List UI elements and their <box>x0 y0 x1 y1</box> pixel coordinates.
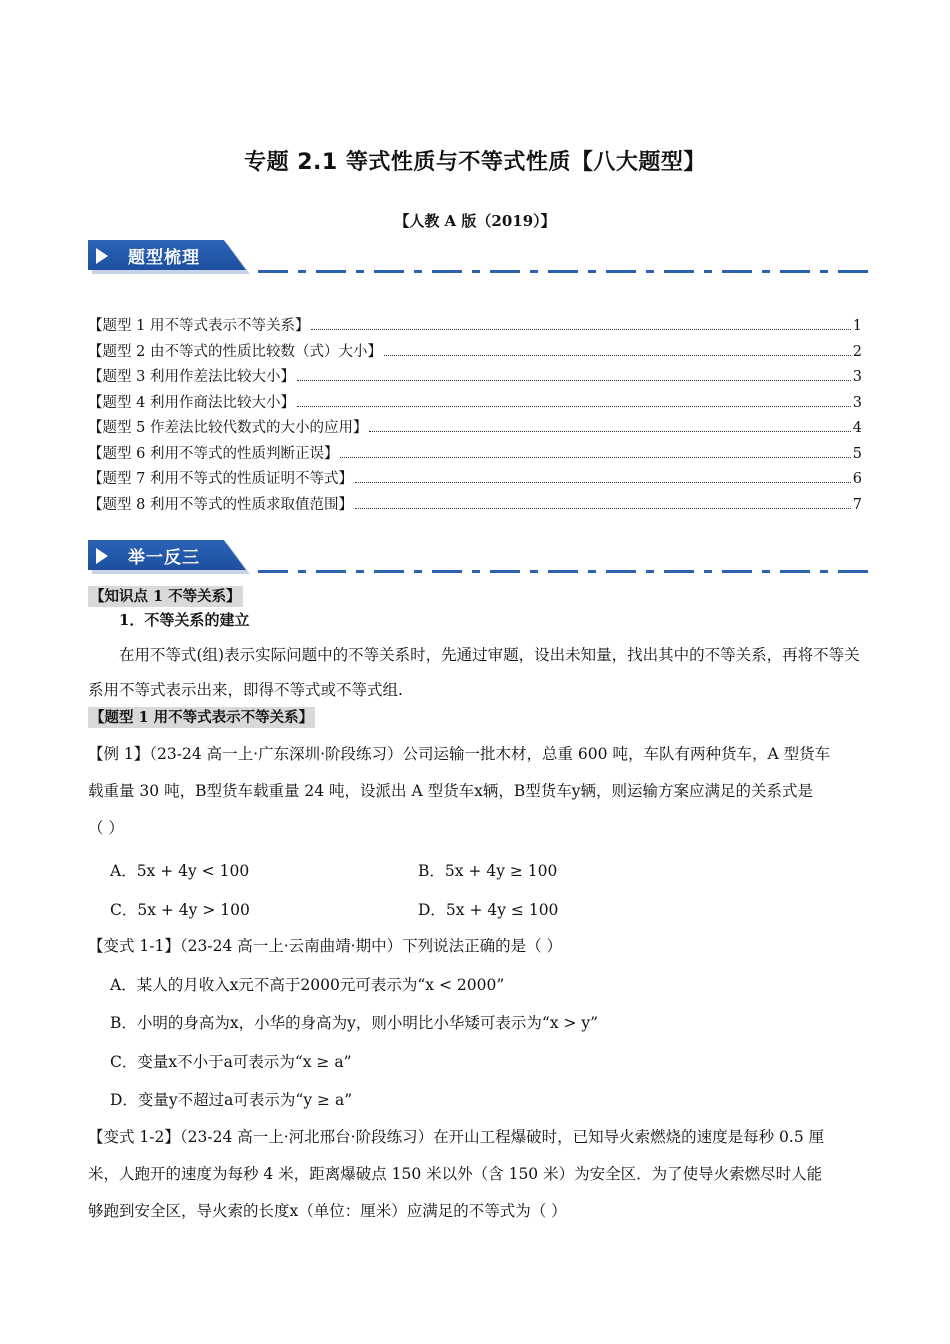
variant-1-2 <box>88 1119 868 1230</box>
play-arrow-icon <box>96 548 108 564</box>
option-d: D．变量y不超过a可表示为“y ≥ a” <box>110 1091 353 1109</box>
page-title: 专题 2.1 等式性质与不等式性质【八大题型】 <box>244 150 706 175</box>
toc-entry[interactable]: 【题型 5 作差法比较代数式的大小的应用】 4 <box>88 414 862 440</box>
toc-entry[interactable]: 【题型 7 利用不等式的性质证明不等式】 6 <box>88 465 862 491</box>
knowledge-paragraph: 在用不等式(组)表示实际问题中的不等关系时，先通过审题，设出未知量，找出其中的不等关系，再将不等关系用不等式表示出来，即得不等式或不等式组. <box>88 646 860 699</box>
toc-entry[interactable]: 【题型 1 用不等式表示不等关系】 1 <box>88 312 862 338</box>
option-a: A．5x + 4y < 100 <box>110 862 250 880</box>
play-arrow-icon <box>96 248 108 264</box>
dash-divider <box>258 270 868 273</box>
page-subtitle: 【人教 A 版（2019）】 <box>394 212 556 230</box>
banner-label: 举一反三 <box>128 548 200 568</box>
toc-entry[interactable]: 【题型 6 利用不等式的性质判断正误】 5 <box>88 440 862 466</box>
example-line: （ ） <box>88 819 124 837</box>
section-banner-toc <box>88 240 868 276</box>
toc-entry[interactable]: 【题型 2 由不等式的性质比较数（式）大小】 2 <box>88 338 862 364</box>
knowledge-tag: 【知识点 1 不等关系】 <box>90 588 241 605</box>
banner-label: 题型梳理 <box>128 248 200 268</box>
section-banner-practice <box>88 540 868 576</box>
option-a: A．某人的月收入x元不高于2000元可表示为“x < 2000” <box>110 976 505 994</box>
variant-line: 够跑到安全区，导火索的长度x（单位：厘米）应满足的不等式为（ ） <box>88 1202 567 1220</box>
variant-1-1-stem: 【变式 1-1】（23-24 高一上·云南曲靖·期中）下列说法正确的是（ ） <box>88 937 563 955</box>
question-type-tag: 【题型 1 用不等式表示不等关系】 <box>90 709 314 726</box>
option-b: B．5x + 4y ≥ 100 <box>418 862 558 880</box>
example-line: 载重量 30 吨，B型货车载重量 24 吨，设派出 A 型货车x辆，B型货车y辆，则运输方案应满足的关系式是 <box>88 782 813 800</box>
table-of-contents <box>88 312 862 516</box>
toc-entry[interactable]: 【题型 4 利用作商法比较大小】 3 <box>88 389 862 415</box>
option-c: C．5x + 4y > 100 <box>110 901 250 919</box>
option-c: C．变量x不小于a可表示为“x ≥ a” <box>110 1053 352 1071</box>
option-b: B．小明的身高为x，小华的身高为y，则小明比小华矮可表示为“x > y” <box>110 1014 599 1032</box>
variant-line: 【变式 1-2】（23-24 高一上·河北邢台·阶段练习）在开山工程爆破时，已知导火索燃烧的速度是每秒 0.5 厘 <box>88 1128 825 1146</box>
example-1 <box>88 736 868 847</box>
dash-divider <box>258 570 868 573</box>
example-line: 【例 1】（23-24 高一上·广东深圳·阶段练习）公司运输一批木材，总重 600 吨，车队有两种货车，A 型货车 <box>88 745 831 763</box>
option-d: D．5x + 4y ≤ 100 <box>418 901 559 919</box>
variant-line: 米，人跑开的速度为每秒 4 米，距离爆破点 150 米以外（含 150 米）为安全区．为了使导火索燃尽时人能 <box>88 1165 823 1183</box>
knowledge-heading: 1．不等关系的建立 <box>119 611 250 629</box>
toc-entry[interactable]: 【题型 8 利用不等式的性质求取值范围】 7 <box>88 491 862 517</box>
toc-entry[interactable]: 【题型 3 利用作差法比较大小】 3 <box>88 363 862 389</box>
